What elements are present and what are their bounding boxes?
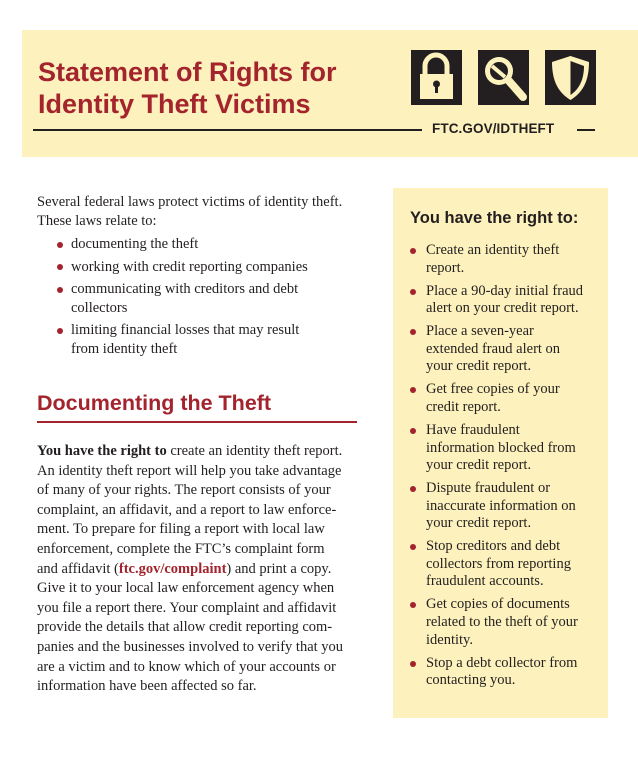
body-line: provide the details that allow credit reporting com- — [37, 619, 333, 636]
body-line: An identity theft report will help you take advantage — [37, 462, 342, 479]
body-line-text: and affidavit ( — [37, 560, 119, 577]
bullet-dot — [410, 428, 416, 434]
body-line-text: create an identity theft report. — [166, 443, 343, 459]
body-line: you file a report there. Your complaint and affidavit — [37, 599, 337, 616]
header-rule-left — [33, 129, 422, 131]
intro-text-line-1: Several federal laws protect victims of identity theft. — [37, 194, 343, 210]
body-line: complaint, an affidavit, and a report to law enforce- — [37, 501, 337, 518]
right-item — [409, 480, 599, 533]
intro-bullet-text: communicating with creditors and debt — [71, 281, 299, 297]
intro-bullet — [37, 321, 367, 358]
right-item — [409, 323, 599, 376]
header-rule-right — [577, 129, 595, 131]
bullet-dot — [410, 544, 416, 550]
site-url[interactable]: FTC.GOV/IDTHEFT — [432, 121, 555, 136]
intro-bullet-text: from identity theft — [71, 340, 178, 357]
right-item — [409, 283, 599, 318]
right-item — [409, 242, 599, 277]
right-item — [409, 381, 599, 416]
documenting-body — [37, 442, 359, 697]
right-item-text: report. — [426, 259, 465, 276]
right-item-text: Get copies of documents — [426, 596, 570, 613]
right-item — [409, 422, 599, 475]
body-line: enforcement, complete the FTC’s complaint form — [37, 540, 325, 557]
intro-bullet — [37, 258, 367, 277]
body-line — [37, 442, 359, 462]
right-item-text: Place a 90-day initial fraud — [426, 282, 584, 299]
intro-text-line-2: These laws relate to: — [37, 212, 157, 229]
right-item-text: your credit report. — [426, 515, 532, 532]
right-item-text: Stop a debt collector from — [426, 654, 578, 671]
bullet-dot — [57, 242, 63, 248]
intro-bullet-list — [37, 235, 367, 358]
magnifier-icon — [478, 50, 529, 105]
right-item — [409, 596, 599, 649]
body-line — [37, 560, 359, 580]
bullet-dot — [57, 328, 63, 334]
right-item-text: credit report. — [426, 398, 501, 415]
body-line: ment. To prepare for filing a report with local law — [37, 521, 325, 538]
bullet-dot — [410, 602, 416, 608]
right-lead: You have the right to — [37, 443, 167, 459]
right-item-text: information blocked from — [426, 439, 576, 456]
body-line: panies and the businesses involved to verify that you — [37, 638, 344, 655]
right-item-text: fraudulent accounts. — [426, 573, 544, 590]
bullet-dot — [410, 248, 416, 254]
right-item — [409, 538, 599, 591]
page-title — [38, 56, 398, 120]
title-line-1: Statement of Rights for — [38, 57, 337, 87]
bullet-dot — [57, 287, 63, 293]
body-line: Give it to your local law enforcement agency when — [37, 580, 335, 597]
intro-bullet — [37, 280, 367, 317]
bullet-dot — [410, 486, 416, 492]
right-item-text: your credit report. — [426, 457, 532, 474]
right-item-text: identity. — [426, 631, 473, 648]
intro-bullet-text: documenting the theft — [71, 236, 199, 252]
right-item-text: Create an identity theft — [426, 242, 560, 258]
intro-text — [37, 193, 367, 230]
right-item-text: Place a seven-year — [426, 323, 534, 340]
body-line-text: ) and print a copy. — [226, 560, 332, 577]
right-item-text: your credit report. — [426, 358, 532, 375]
bullet-dot — [57, 264, 63, 270]
shield-icon — [545, 50, 596, 105]
intro-bullet-text: collectors — [71, 299, 128, 316]
bullet-dot — [410, 661, 416, 667]
section-heading-documenting: Documenting the Theft — [37, 391, 272, 415]
title-line-2: Identity Theft Victims — [38, 89, 311, 119]
bullet-dot — [410, 329, 416, 335]
rights-heading: You have the right to: — [410, 209, 579, 227]
right-item-text: extended fraud alert on — [426, 340, 561, 357]
right-item-text: Have fraudulent — [426, 421, 520, 438]
rights-sidebar — [393, 188, 608, 718]
right-item-text: inaccurate information on — [426, 497, 576, 514]
right-item-text: Dispute fraudulent or — [426, 480, 551, 497]
body-line: information have been affected so far. — [37, 678, 257, 695]
right-item-text: related to the theft of your — [426, 614, 578, 631]
right-item-text: Stop creditors and debt — [426, 538, 561, 555]
lock-icon — [411, 50, 462, 105]
section-rule — [37, 421, 357, 423]
body-line: are a victim and to know which of your accounts or — [37, 658, 336, 675]
right-item-text: alert on your credit report. — [426, 300, 579, 317]
intro-bullet-text: working with credit reporting companies — [71, 258, 308, 275]
body-line: of many of your rights. The report consists of your — [37, 482, 331, 499]
bullet-dot — [410, 387, 416, 393]
intro-bullet — [37, 235, 367, 254]
complaint-link[interactable]: ftc.gov/complaint — [118, 560, 227, 577]
right-item — [409, 655, 599, 690]
bullet-dot — [410, 289, 416, 295]
intro-section — [37, 193, 367, 362]
rights-list — [409, 242, 599, 695]
right-item-text: Get free copies of your — [426, 381, 560, 398]
intro-bullet-text: limiting financial losses that may result — [71, 322, 300, 338]
right-item-text: collectors from reporting — [426, 555, 571, 572]
right-item-text: contacting you. — [426, 672, 516, 689]
